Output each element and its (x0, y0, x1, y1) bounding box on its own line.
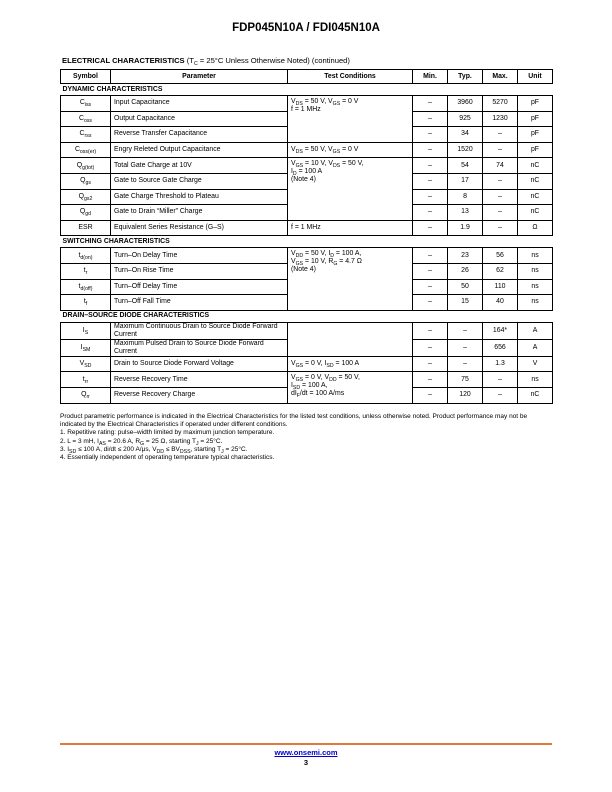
cell-parameter: Gate Charge Threshold to Plateau (111, 189, 288, 205)
cell-symbol: $Q_{gs2}$ (61, 189, 111, 205)
table-row (61, 142, 553, 158)
cell-symbol: $t_{d(on)}$ (61, 248, 111, 264)
cell-conditions: $V_{GS} = 10$ V, $V_{DS} = 50$ V, $I_D = 100$ A (Note 4) (288, 158, 413, 220)
cell-symbol: $I_S$ (61, 322, 111, 339)
cell-symbol: $t_{d(off)}$ (61, 279, 111, 295)
cell-symbol: $t_f$ (61, 295, 111, 311)
cell-max: – (483, 189, 518, 205)
cell-min: – (413, 142, 448, 158)
cell-unit: ns (518, 295, 553, 311)
cell-unit: nC (518, 205, 553, 221)
cell-unit: V (518, 356, 553, 372)
cell-typ: 120 (448, 387, 483, 403)
cell-parameter: Reverse Recovery Charge (111, 387, 288, 403)
group-switching: SWITCHING CHARACTERISTICS (61, 236, 553, 248)
page-title: FDP045N10A / FDI045N10A (232, 22, 380, 34)
note-2: 2. L = 3 mH, $I_{AS} = 20.6$ A, $R_G = 25$ Ω, starting $T_J = 25^\circ C$. (60, 437, 223, 447)
cell-unit: pF (518, 142, 553, 158)
cell-symbol: $C_{iss}$ (61, 96, 111, 112)
cell-unit: nC (518, 158, 553, 174)
cell-conditions (288, 322, 413, 356)
cell-max: 5270 (483, 96, 518, 112)
note-1: 1. Repetitive rating: pulse–width limited by maximum junction temperature. (60, 429, 275, 437)
cell-parameter: Maximum Continuous Drain to Source Diode Forward Current (111, 322, 288, 339)
cell-parameter: Input Capacitance (111, 96, 288, 112)
table-header-row (61, 70, 553, 84)
cell-typ: 1.9 (448, 220, 483, 236)
cell-conditions: $V_{DD} = 50$ V, $I_D = 100$ A, $V_{GS} = 10$ V, $R_G = 4.7$ Ω (Note 4) (288, 248, 413, 310)
cell-min: – (413, 205, 448, 221)
cell-max: 62 (483, 263, 518, 279)
cell-typ: – (448, 322, 483, 339)
cell-parameter: Turn–On Delay Time (111, 248, 288, 264)
cell-max: – (483, 205, 518, 221)
cell-parameter: Gate to Source Gate Charge (111, 173, 288, 189)
cell-symbol: $I_{SM}$ (61, 339, 111, 356)
cell-parameter: Output Capacitance (111, 111, 288, 127)
cell-symbol: $C_{rss}$ (61, 127, 111, 143)
cell-symbol: $Q_{gd}$ (61, 205, 111, 221)
cell-min: – (413, 127, 448, 143)
cell-typ: 17 (448, 173, 483, 189)
cell-symbol: $t_{rr}$ (61, 372, 111, 388)
cell-min: – (413, 220, 448, 236)
cell-parameter: Total Gate Charge at 10V (111, 158, 288, 174)
cell-symbol: ESR (61, 220, 111, 236)
cell-unit: ns (518, 279, 553, 295)
cell-typ: 26 (448, 263, 483, 279)
table-row (61, 96, 553, 112)
notes-intro: Product parametric performance is indicated in the Electrical Characteristics for the listed test conditions, unless otherwise noted. Product performance may not be indicated by the Electrical Characteristics if operated under different conditions. (60, 413, 528, 429)
cell-min: – (413, 173, 448, 189)
cell-min: – (413, 295, 448, 311)
cell-min: – (413, 96, 448, 112)
table-row (61, 322, 553, 339)
cell-parameter: Reverse Transfer Capacitance (111, 127, 288, 143)
cell-unit: nC (518, 173, 553, 189)
group-dynamic: DYNAMIC CHARACTERISTICS (61, 84, 553, 96)
table-row (61, 372, 553, 388)
cell-parameter: Engry Releted Output Capacitance (111, 142, 288, 158)
cell-symbol: $V_{SD}$ (61, 356, 111, 372)
section-title: ELECTRICAL CHARACTERISTICS ($T_C = 25^\circ C$ Unless Otherwise Noted) (continued) (62, 56, 350, 67)
cell-symbol: $Q_{g(tot)}$ (61, 158, 111, 174)
cell-min: – (413, 372, 448, 388)
cell-min: – (413, 339, 448, 356)
cell-min: – (413, 189, 448, 205)
cell-unit: ns (518, 372, 553, 388)
cell-max: – (483, 220, 518, 236)
cell-typ: 50 (448, 279, 483, 295)
col-unit: Unit (518, 70, 553, 84)
cell-max: 1.3 (483, 356, 518, 372)
cell-min: – (413, 387, 448, 403)
cell-unit: ns (518, 263, 553, 279)
cell-max: – (483, 173, 518, 189)
notes (60, 413, 554, 462)
col-typ: Typ. (448, 70, 483, 84)
cell-min: – (413, 263, 448, 279)
footer-website-link[interactable]: www.onsemi.com (274, 748, 338, 757)
cell-max: 656 (483, 339, 518, 356)
electrical-characteristics-table (60, 69, 553, 404)
cell-max: 164* (483, 322, 518, 339)
cell-min: – (413, 158, 448, 174)
note-4: 4. Essentially independent of operating temperature typical characteristics. (60, 454, 275, 462)
table-row (61, 356, 553, 372)
table-row (61, 248, 553, 264)
page-number: 3 (303, 758, 309, 767)
cell-typ: 54 (448, 158, 483, 174)
cell-typ: – (448, 356, 483, 372)
cell-unit: Ω (518, 220, 553, 236)
cell-parameter: Drain to Source Diode Forward Voltage (111, 356, 288, 372)
col-max: Max. (483, 70, 518, 84)
cell-typ: 15 (448, 295, 483, 311)
cell-max: 1230 (483, 111, 518, 127)
cell-typ: 13 (448, 205, 483, 221)
col-min: Min. (413, 70, 448, 84)
cell-parameter: Gate to Drain “Miller” Charge (111, 205, 288, 221)
table-row (61, 220, 553, 236)
cell-max: – (483, 127, 518, 143)
cell-typ: 34 (448, 127, 483, 143)
cell-typ: 75 (448, 372, 483, 388)
cell-max: – (483, 142, 518, 158)
cell-min: – (413, 111, 448, 127)
cell-typ: 8 (448, 189, 483, 205)
cell-typ: 23 (448, 248, 483, 264)
footer-divider (60, 743, 552, 745)
cell-conditions: f = 1 MHz (288, 220, 413, 236)
cell-max: – (483, 387, 518, 403)
cell-symbol: $Q_{gs}$ (61, 173, 111, 189)
cell-min: – (413, 322, 448, 339)
cell-min: – (413, 279, 448, 295)
cell-max: 74 (483, 158, 518, 174)
table-row (61, 158, 553, 174)
cell-unit: A (518, 322, 553, 339)
group-diode: DRAIN–SOURCE DIODE CHARACTERISTICS (61, 310, 553, 322)
cell-parameter: Maximum Pulsed Drain to Source Diode Forward Current (111, 339, 288, 356)
cell-symbol: $t_r$ (61, 263, 111, 279)
cell-unit: pF (518, 96, 553, 112)
cell-conditions: $V_{GS} = 0$ V, $V_{DD} = 50$ V, $I_{SD} = 100$ A, $dI_F/dt = 100$ A/ms (288, 372, 413, 403)
cell-parameter: Turn–Off Fall Time (111, 295, 288, 311)
cell-conditions: $V_{DS} = 50$ V, $V_{GS} = 0$ V f = 1 MHz (288, 96, 413, 143)
cell-unit: A (518, 339, 553, 356)
cell-symbol: $C_{oss(er)}$ (61, 142, 111, 158)
col-parameter: Parameter (111, 70, 288, 84)
cell-typ: 1520 (448, 142, 483, 158)
cell-unit: ns (518, 248, 553, 264)
cell-max: 40 (483, 295, 518, 311)
cell-unit: nC (518, 387, 553, 403)
cell-conditions: $V_{DS} = 50$ V, $V_{GS} = 0$ V (288, 142, 413, 158)
cell-symbol: $Q_{rr}$ (61, 387, 111, 403)
cell-typ: 3960 (448, 96, 483, 112)
cell-parameter: Turn–On Rise Time (111, 263, 288, 279)
cell-unit: pF (518, 127, 553, 143)
cell-unit: nC (518, 189, 553, 205)
cell-parameter: Equivalent Series Resistance (G–S) (111, 220, 288, 236)
cell-max: 110 (483, 279, 518, 295)
cell-max: 56 (483, 248, 518, 264)
cell-typ: 925 (448, 111, 483, 127)
cell-symbol: $C_{oss}$ (61, 111, 111, 127)
cell-conditions: $V_{GS} = 0$ V, $I_{SD} = 100$ A (288, 356, 413, 372)
cell-typ: – (448, 339, 483, 356)
cell-parameter: Turn–Off Delay Time (111, 279, 288, 295)
cell-min: – (413, 248, 448, 264)
cell-min: – (413, 356, 448, 372)
cell-parameter: Reverse Recovery Time (111, 372, 288, 388)
col-symbol: Symbol (61, 70, 111, 84)
col-test-conditions: Test Conditions (288, 70, 413, 84)
cell-unit: pF (518, 111, 553, 127)
note-3: 3. $I_{SD} \le 100$ A, di/dt ≤ 200 A/μs, $V_{DD} \le BV_{DSS}$, starting $T_J = 25^\circ C$. (60, 445, 248, 455)
cell-max: – (483, 372, 518, 388)
